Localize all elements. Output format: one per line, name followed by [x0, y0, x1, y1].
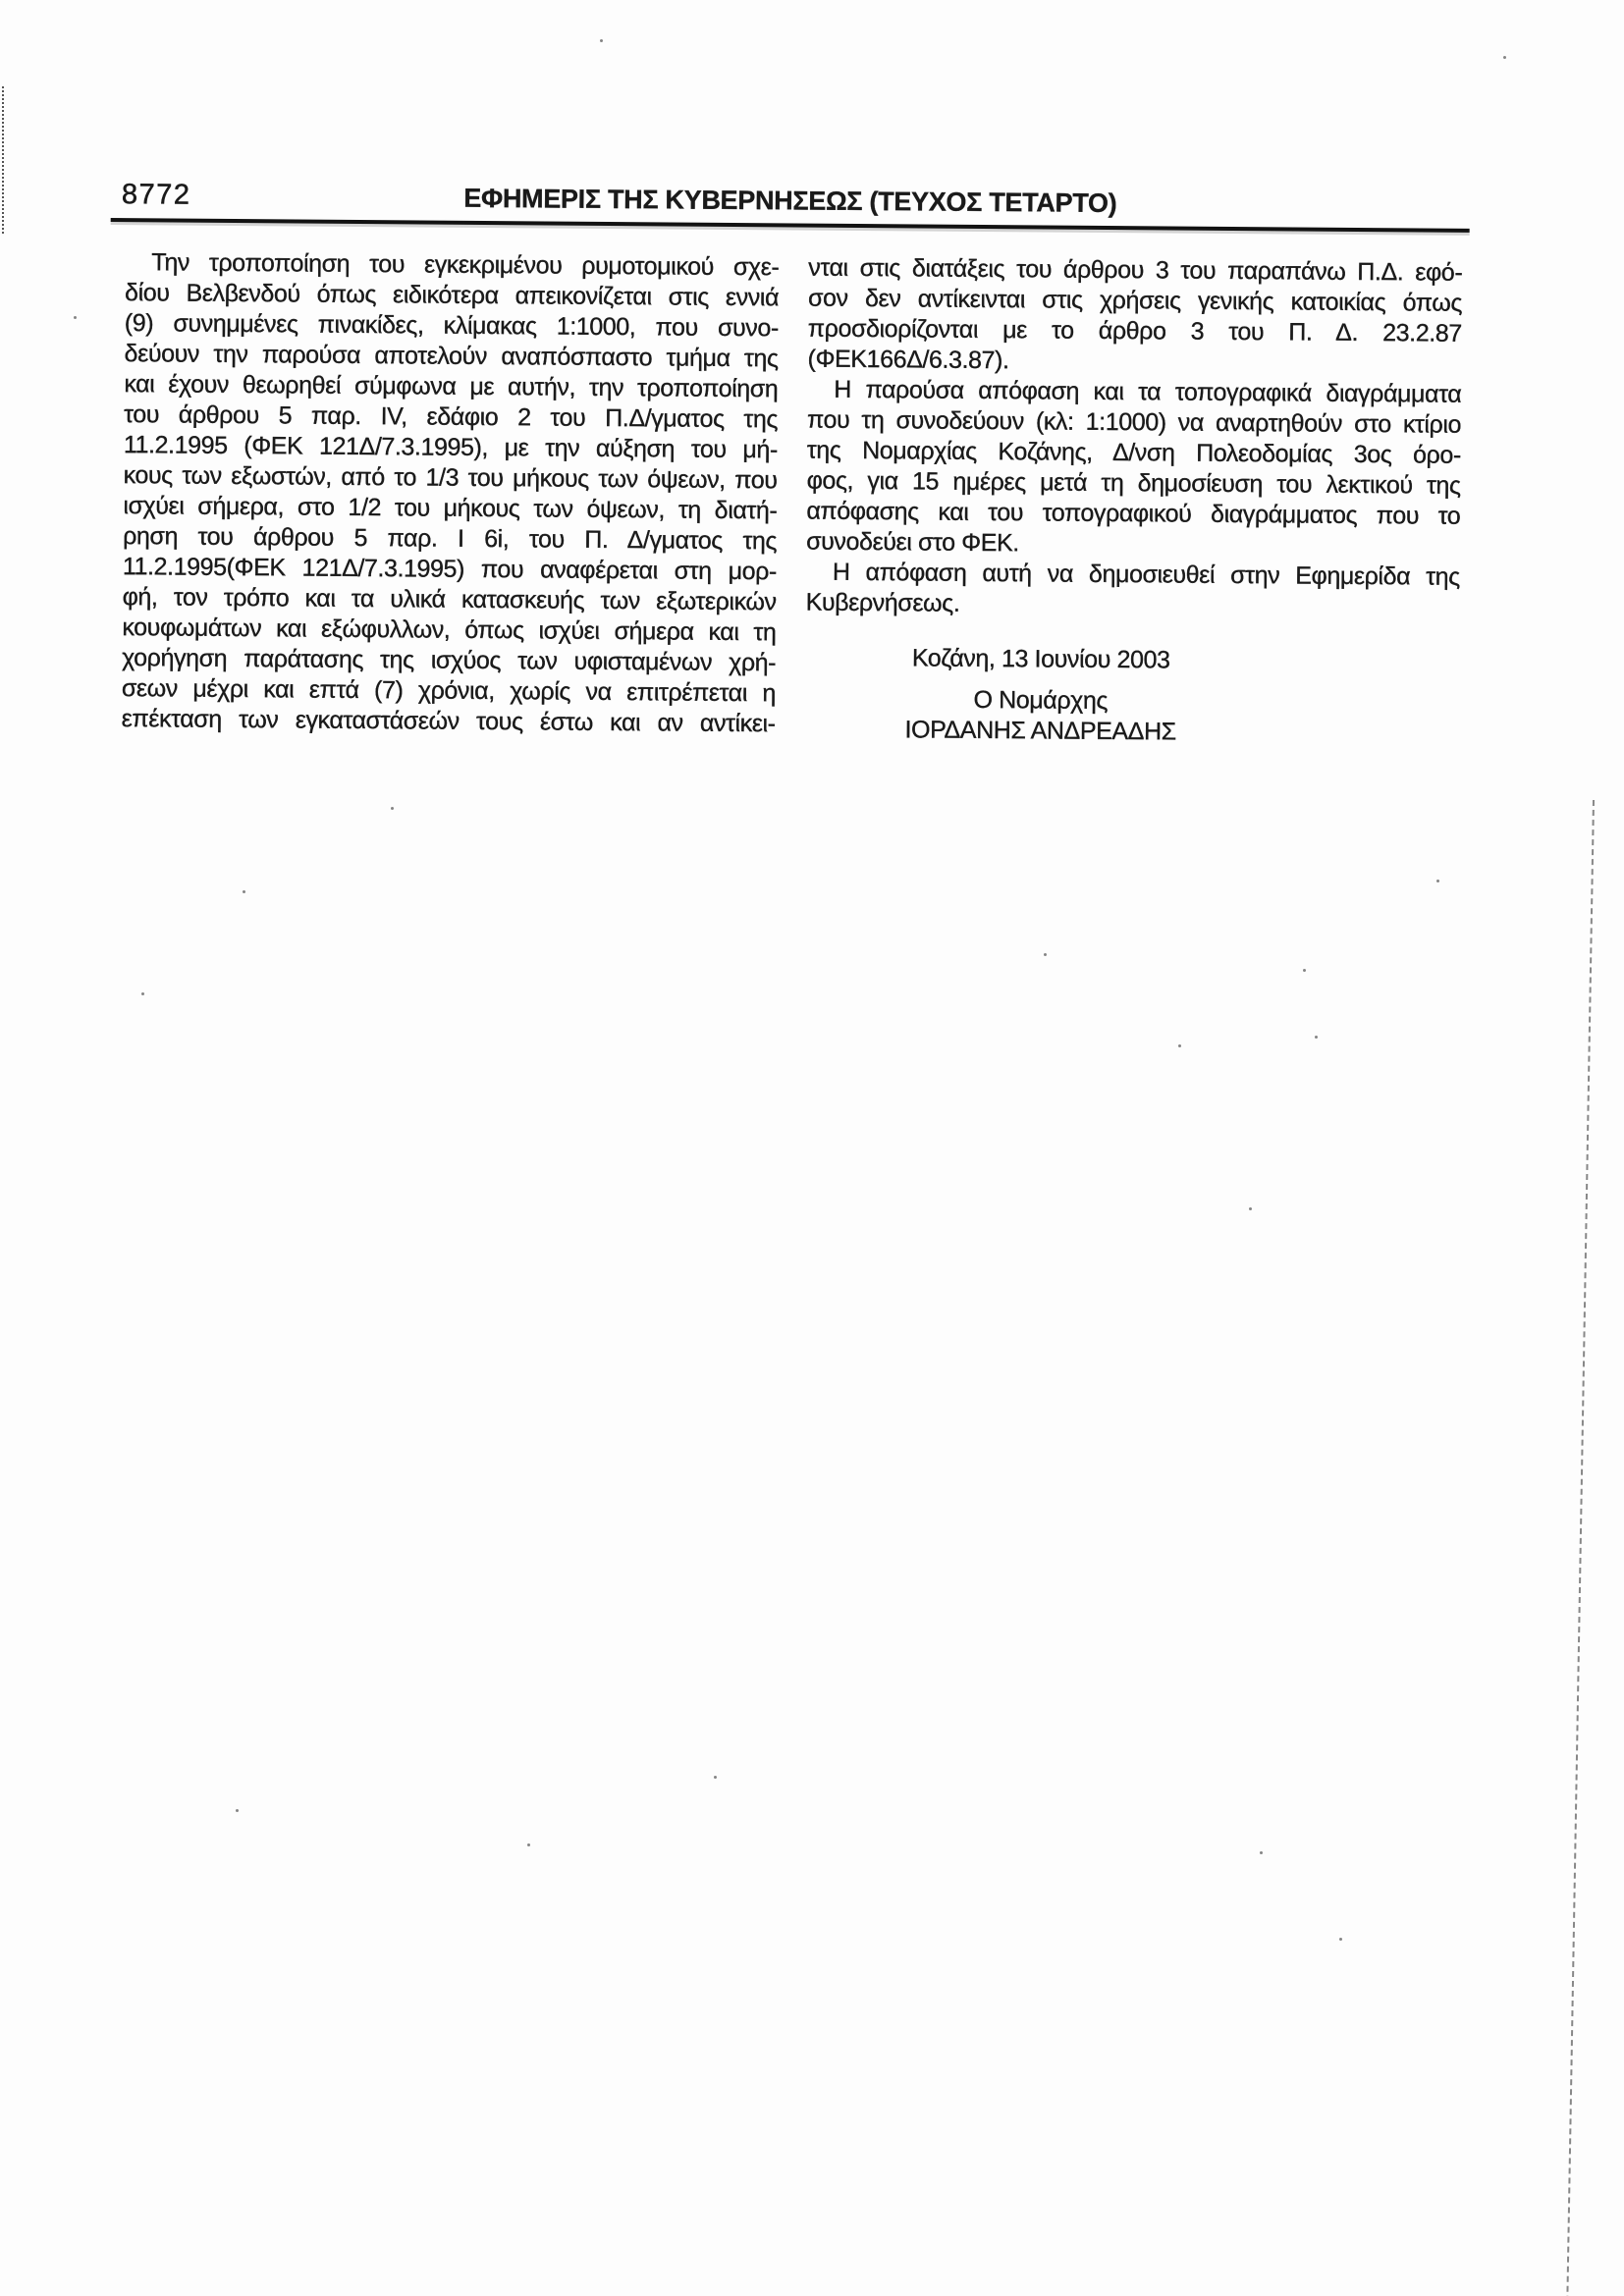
signature-name: ΙΟΡΔΑΝΗΣ ΑΝΔΡΕΑΔΗΣ	[904, 716, 1176, 746]
scan-speck	[1339, 1938, 1342, 1941]
text-line: 11.2.1995 (ΦΕΚ 121Δ/7.3.1995), με την αύξηση του μή-	[123, 431, 778, 464]
text-line: Κυβερνήσεως.	[805, 588, 960, 617]
text-line: της Νομαρχίας Κοζάνης, Δ/νση Πολεοδομίας 3ος όρο-	[806, 436, 1461, 469]
scan-speck	[1315, 1036, 1318, 1039]
text-line: δίου Βελβενδού όπως ειδικότερα απεικονίζεται στις εννιά	[125, 279, 780, 312]
page-number: 8772	[121, 179, 191, 211]
text-line: δεύουν την παρούσα αποτελούν αναπόσπαστο τμήμα της	[124, 340, 779, 373]
scan-speck	[141, 992, 144, 995]
scan-speck	[243, 890, 245, 893]
text-line: φος, για 15 ημέρες μετά τη δημοσίευση του λεκτικού της	[806, 466, 1461, 500]
scan-speck	[1249, 1207, 1252, 1210]
text-line: φή, τον τρόπο και τα υλικά κατασκευής των εξωτερικών	[122, 583, 777, 616]
scan-speck	[1503, 56, 1506, 59]
column-right	[805, 253, 1463, 750]
scan-artifact-left-edge	[2, 86, 4, 234]
text-line: ρηση του άρθρου 5 παρ. Ι 6i, του Π. Δ/γματος της	[123, 522, 778, 556]
scan-speck	[1178, 1044, 1181, 1047]
text-line: επέκταση των εγκαταστάσεών τους έστω και αν αντίκει-	[121, 705, 776, 738]
signature-place-date: Κοζάνη, 13 Ιουνίου 2003	[911, 644, 1170, 674]
text-line: του άρθρου 5 παρ. IV, εδάφιο 2 του Π.Δ/γματος της	[124, 400, 779, 434]
text-line: σον δεν αντίκεινται στις χρήσεις γενικής κατοικίας όπως	[807, 284, 1463, 317]
text-line: συνοδεύει στο ΦΕΚ.	[806, 527, 1019, 558]
signature-role: Ο Νομάρχης	[973, 685, 1109, 715]
text-line: προσδιορίζονται με το άρθρο 3 του Π. Δ. 23.2.87	[807, 314, 1462, 347]
text-line: σεων μέχρι και επτά (7) χρόνια, χωρίς να επιτρέπεται η	[121, 674, 777, 708]
text-line: απόφασης και του τοπογραφικού διαγράμματος που το	[806, 497, 1461, 530]
text-line: κουφωμάτων και εξώφυλλων, όπως ισχύει σήμερα και τη	[122, 614, 777, 647]
scan-speck	[1303, 969, 1306, 972]
text-line: χορήγηση παράτασης της ισχύος των υφισταμένων χρή-	[122, 644, 777, 677]
text-line: κους των εξωστών, από το 1/3 του μήκους των όψεων, που	[123, 461, 778, 495]
text-line: Την τροποποίηση του εγκεκριμένου ρυμοτομικού σχε-	[151, 248, 780, 282]
scan-speck	[236, 1809, 239, 1812]
page-title: ΕΦΗΜΕΡΙΣ ΤΗΣ ΚΥΒΕΡΝΗΣΕΩΣ (ΤΕΥΧΟΣ ΤΕΤΑΡΤΟ)	[463, 183, 1117, 219]
scan-speck	[600, 39, 603, 42]
column-right-text	[806, 253, 1463, 623]
text-line: που τη συνοδεύουν (κλ: 1:1000) να αναρτηθούν στο κτίριο	[807, 405, 1462, 439]
scan-speck	[1260, 1851, 1263, 1854]
article-body	[122, 247, 1463, 750]
text-line: (ΦΕΚ166Δ/6.3.87).	[807, 345, 1009, 375]
signature-block	[805, 643, 1277, 749]
text-line: νται στις διατάξεις του άρθρου 3 του παραπάνω Π.Δ. εφό-	[808, 253, 1463, 287]
scan-speck	[1044, 953, 1047, 956]
text-line: (9) συνημμένες πινακίδες, κλίμακας 1:1000, που συνο-	[124, 309, 779, 343]
scan-speck	[74, 316, 77, 319]
scan-speck	[1436, 880, 1439, 882]
text-line: ισχύει σήμερα, στο 1/2 του μήκους των όψεων, τη διατή-	[123, 492, 778, 525]
text-line: 11.2.1995(ΦΕΚ 121Δ/7.3.1995) που αναφέρεται στη μορ-	[122, 553, 778, 586]
scan-speck	[714, 1776, 717, 1779]
text-line: και έχουν θεωρηθεί σύμφωνα με αυτήν, την τροποποίηση	[124, 370, 779, 403]
scan-speck	[391, 807, 394, 810]
text-line: Η παρούσα απόφαση και τα τοπογραφικά διαγράμματα	[834, 375, 1462, 408]
scan-speck	[527, 1843, 530, 1846]
text-line: Η απόφαση αυτή να δημοσιευθεί στην Εφημερίδα της	[832, 558, 1460, 591]
column-left	[122, 247, 780, 744]
